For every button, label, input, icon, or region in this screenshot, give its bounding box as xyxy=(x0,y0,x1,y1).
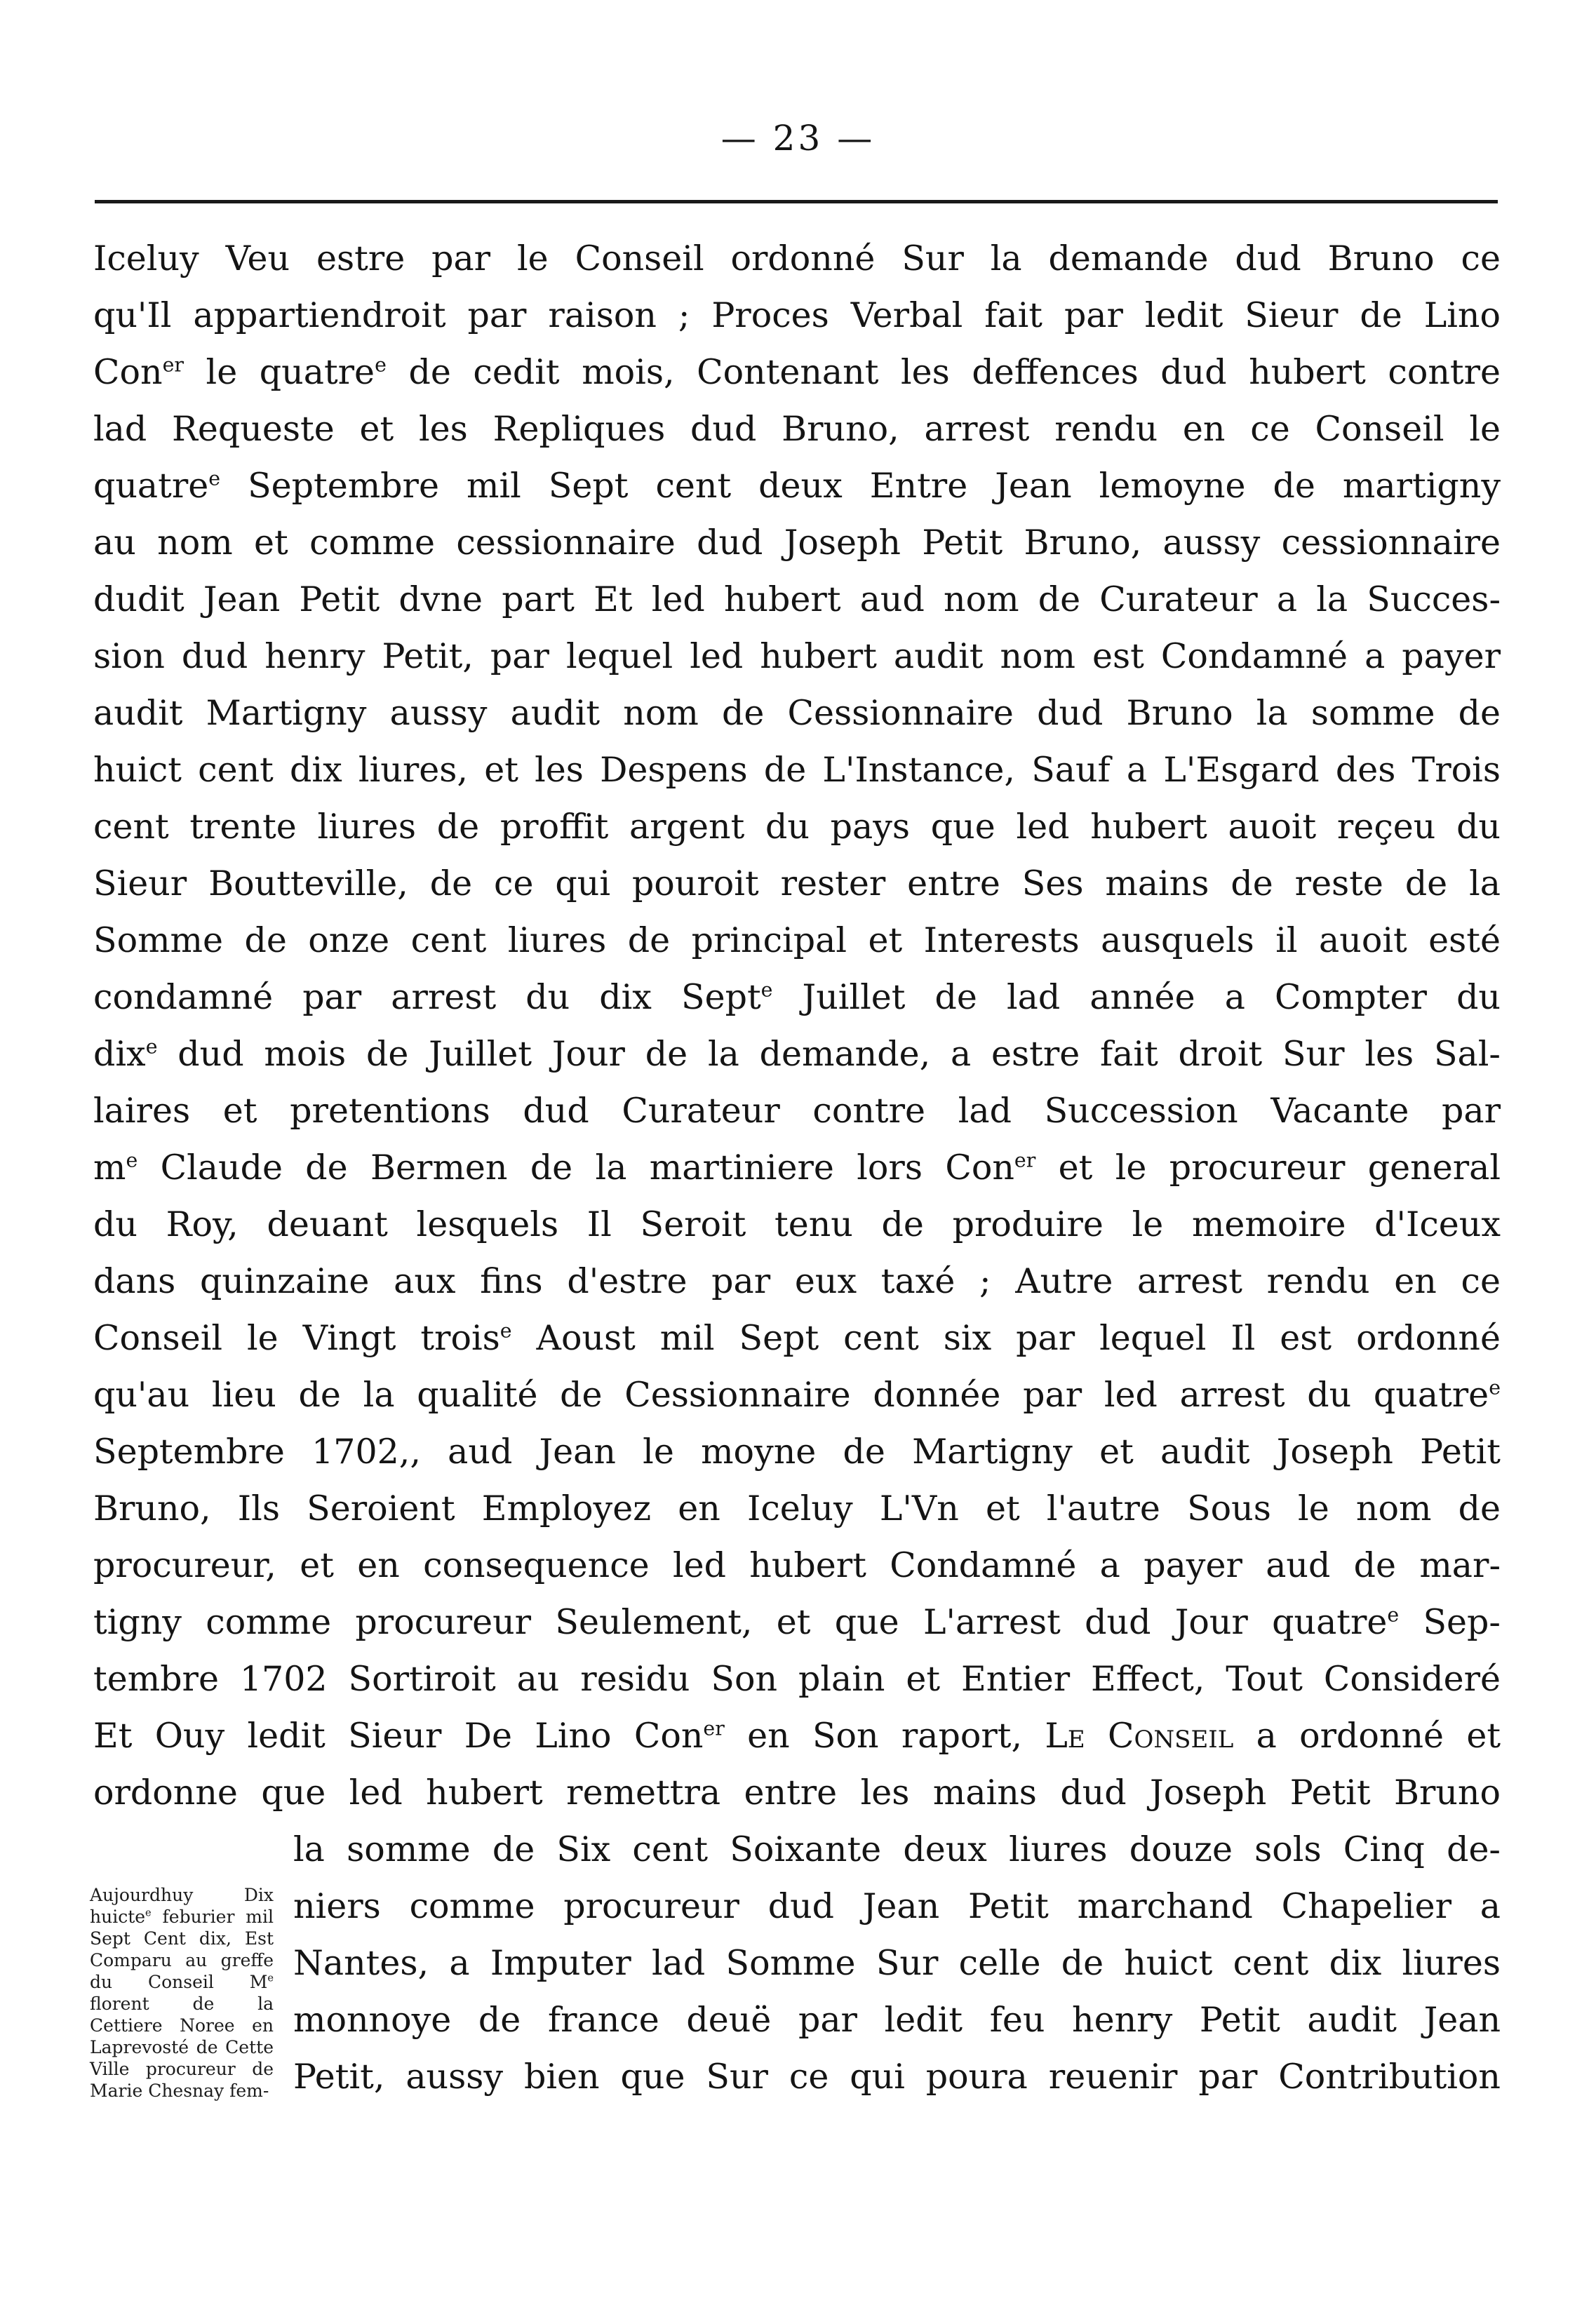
text-line: audit Martigny aussy audit nom de Cessionnaire dud Bruno la somme de xyxy=(93,693,1501,733)
text-line: Nantes, a Imputer lad Somme Sur celle de huict cent dix liures xyxy=(293,1943,1501,1983)
text-line: du Roy, deuant lesquels Il Seroit tenu de produire le memoire d'Iceux xyxy=(93,1204,1501,1244)
text-line: Bruno, Ils Seroient Employez en Iceluy L'Vn et l'autre Sous le nom de xyxy=(93,1489,1501,1528)
text-line: qu'au lieu de la qualité de Cessionnaire donnée par led arrest du quatre$^e$ xyxy=(93,1375,1501,1415)
text-line: laires et pretentions dud Curateur contre lad Succession Vacante par xyxy=(93,1091,1501,1131)
text-line: dans quinzaine aux fins d'estre par eux taxé ; Autre arrest rendu en ce xyxy=(93,1261,1501,1301)
text-line: Petit, aussy bien que Sur ce qui poura reuenir par Contribution xyxy=(293,2057,1501,2097)
text-line: sion dud henry Petit, par lequel led hubert audit nom est Condamné a payer xyxy=(93,636,1501,676)
margin-note: Aujourdhuy Dix huicte$^e$ feburier mil Sept Cent dix, Est Comparu au greffe du Conseil Me florent de la Cettiere Noree en Laprevosté de Cette Ville procureur de Marie Chesnay fem- xyxy=(90,1885,274,2101)
text-line: lad Requeste et les Repliques dud Bruno, arrest rendu en ce Conseil le xyxy=(93,409,1501,449)
text-line: monnoye de france deuë par ledit feu henry Petit audit Jean xyxy=(293,2000,1501,2040)
body-text xyxy=(93,230,1501,2105)
text-line: la somme de Six cent Soixante deux liures douze sols Cinq de- xyxy=(293,1829,1501,1869)
text-line: huict cent dix liures, et les Despens de L'Instance, Sauf a L'Esgard des Trois xyxy=(93,750,1501,790)
text-line: cent trente liures de proffit argent du pays que led hubert auoit reçeu du xyxy=(93,807,1501,847)
text-line: Iceluy Veu estre par le Conseil ordonné Sur la demande dud Bruno ce xyxy=(93,238,1501,278)
text-line: Septembre 1702,, aud Jean le moyne de Martigny et audit Joseph Petit xyxy=(93,1432,1501,1472)
text-line: tembre 1702 Sortiroit au residu Son plain et Entier Effect, Tout Consideré xyxy=(93,1659,1501,1699)
text-line: niers comme procureur dud Jean Petit marchand Chapelier a xyxy=(293,1886,1501,1926)
text-line: Et Ouy ledit Sieur De Lino Con$^{er}$ en Son raport, Le Conseil a ordonné et xyxy=(93,1716,1501,1756)
text-line: qu'Il appartiendroit par raison ; Proces Verbal fait par ledit Sieur de Lino xyxy=(93,295,1501,335)
text-line: au nom et comme cessionnaire dud Joseph Petit Bruno, aussy cessionnaire xyxy=(93,523,1501,563)
header-rule xyxy=(95,200,1498,203)
text-line: Sieur Boutteville, de ce qui pouroit rester entre Ses mains de reste de la xyxy=(93,864,1501,903)
text-line: Con$^{er}$ le quatre$^e$ de cedit mois, Contenant les deffences dud hubert contre xyxy=(93,352,1501,392)
text-line: ordonne que led hubert remettra entre les mains dud Joseph Petit Bruno xyxy=(93,1773,1501,1813)
text-line: Conseil le Vingt trois$^e$ Aoust mil Sept cent six par lequel Il est ordonné xyxy=(93,1318,1501,1358)
text-line: condamné par arrest du dix Sept$^e$ Juillet de lad année a Compter du xyxy=(93,977,1501,1017)
page-number: — 23 — xyxy=(720,118,876,159)
text-line: dix$^e$ dud mois de Juillet Jour de la demande, a estre fait droit Sur les Sal- xyxy=(93,1034,1501,1074)
text-line: dudit Jean Petit dvne part Et led hubert aud nom de Curateur a la Succes- xyxy=(93,579,1501,619)
text-line: tigny comme procureur Seulement, et que L'arrest dud Jour quatre$^e$ Sep- xyxy=(93,1602,1501,1642)
text-line: quatre$^e$ Septembre mil Sept cent deux Entre Jean lemoyne de martigny xyxy=(93,466,1501,506)
text-line: Somme de onze cent liures de principal et Interests ausquels il auoit esté xyxy=(93,920,1501,960)
text-line: procureur, et en consequence led hubert Condamné a payer aud de mar- xyxy=(93,1545,1501,1585)
text-line: $m^e$ Claude de Bermen de la martiniere lors Con$^{er}$ et le procureur general xyxy=(93,1148,1501,1188)
